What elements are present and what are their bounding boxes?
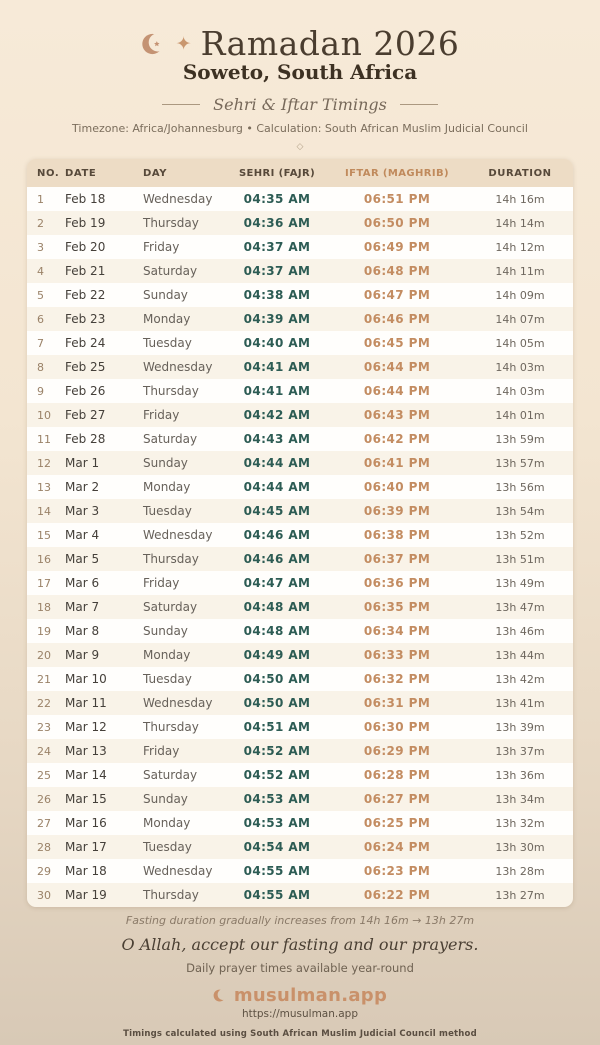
row-sehri-time: 04:50 AM <box>243 672 311 686</box>
row-iftar-time: 06:34 PM <box>363 624 431 638</box>
row-duration: 13h 44m <box>495 648 545 662</box>
table-row <box>27 859 573 883</box>
table-row <box>27 475 573 499</box>
row-number: 7 <box>37 336 44 350</box>
availability-text: Daily prayer times available year-round <box>186 961 414 975</box>
row-duration: 14h 03m <box>495 360 545 374</box>
row-number: 29 <box>37 864 51 878</box>
brand-crescent-icon <box>213 988 228 1003</box>
row-duration: 14h 01m <box>495 408 545 422</box>
table-row <box>27 571 573 595</box>
row-date: Feb 27 <box>65 408 106 422</box>
row-day: Tuesday <box>143 504 192 518</box>
table-row <box>27 451 573 475</box>
table-header-row <box>27 159 573 187</box>
row-date: Feb 20 <box>65 240 106 254</box>
row-iftar-time: 06:33 PM <box>363 648 431 662</box>
row-number: 23 <box>37 720 51 734</box>
row-day: Thursday <box>143 720 199 734</box>
timezone-calculation-meta: Timezone: Africa/Johannesburg • Calculation: South African Muslim Judicial Council <box>72 122 528 135</box>
location-title: Soweto, South Africa <box>182 60 418 84</box>
row-iftar-time: 06:24 PM <box>363 840 431 854</box>
row-day: Monday <box>143 648 191 662</box>
timings-table <box>27 159 573 907</box>
row-iftar-time: 06:39 PM <box>363 504 431 518</box>
row-day: Friday <box>143 744 180 758</box>
row-number: 30 <box>37 888 51 902</box>
brand-link[interactable] <box>0 985 600 1006</box>
page-footer <box>0 914 600 1039</box>
column-header-date: DATE <box>65 167 97 179</box>
column-header-day: DAY <box>143 167 168 179</box>
row-number: 17 <box>37 576 51 590</box>
row-sehri-time: 04:48 AM <box>243 600 311 614</box>
row-date: Feb 21 <box>65 264 106 278</box>
row-iftar-time: 06:50 PM <box>363 216 431 230</box>
row-date: Mar 18 <box>65 864 107 878</box>
row-date: Mar 14 <box>65 768 107 782</box>
row-number: 21 <box>37 672 51 686</box>
row-day: Thursday <box>143 888 199 902</box>
row-iftar-time: 06:23 PM <box>363 864 431 878</box>
row-date: Mar 17 <box>65 840 107 854</box>
row-day: Wednesday <box>143 360 213 374</box>
table-row <box>27 691 573 715</box>
row-day: Monday <box>143 312 191 326</box>
duration-trend-note: Fasting duration gradually increases from 14h 16m → 13h 27m <box>125 914 475 927</box>
row-number: 2 <box>37 216 44 230</box>
row-duration: 13h 46m <box>495 624 545 638</box>
row-day: Saturday <box>143 264 198 278</box>
row-day: Wednesday <box>143 864 213 878</box>
row-date: Mar 19 <box>65 888 107 902</box>
sparkle-icon: ✦ <box>175 32 192 55</box>
row-sehri-time: 04:45 AM <box>243 504 311 518</box>
row-day: Sunday <box>143 792 188 806</box>
table-row <box>27 307 573 331</box>
row-number: 11 <box>37 432 51 446</box>
row-duration: 13h 42m <box>495 672 545 686</box>
title-row <box>0 24 600 63</box>
table-row <box>27 427 573 451</box>
table-row <box>27 739 573 763</box>
row-duration: 14h 12m <box>495 240 545 254</box>
row-number: 26 <box>37 792 51 806</box>
row-day: Thursday <box>143 216 199 230</box>
table-row <box>27 403 573 427</box>
row-date: Feb 25 <box>65 360 106 374</box>
table-row <box>27 619 573 643</box>
row-duration: 14h 03m <box>495 384 545 398</box>
row-date: Feb 23 <box>65 312 106 326</box>
row-sehri-time: 04:37 AM <box>243 264 311 278</box>
row-sehri-time: 04:48 AM <box>243 624 311 638</box>
row-date: Mar 4 <box>65 528 100 542</box>
column-header-sehri: SEHRI (FAJR) <box>238 167 316 179</box>
row-day: Tuesday <box>143 336 192 350</box>
table-row <box>27 283 573 307</box>
table-row <box>27 331 573 355</box>
table-row <box>27 211 573 235</box>
row-day: Thursday <box>143 384 199 398</box>
row-iftar-time: 06:36 PM <box>363 576 431 590</box>
column-header-iftar: IFTAR (MAGHRIB) <box>345 167 449 179</box>
table-row <box>27 643 573 667</box>
row-sehri-time: 04:43 AM <box>243 432 311 446</box>
row-date: Mar 1 <box>65 456 100 470</box>
row-iftar-time: 06:37 PM <box>363 552 431 566</box>
row-sehri-time: 04:50 AM <box>243 696 311 710</box>
row-iftar-time: 06:45 PM <box>363 336 431 350</box>
row-number: 28 <box>37 840 51 854</box>
table-row <box>27 787 573 811</box>
row-sehri-time: 04:46 AM <box>243 528 311 542</box>
row-sehri-time: 04:52 AM <box>243 768 311 782</box>
row-iftar-time: 06:44 PM <box>363 360 431 374</box>
row-day: Saturday <box>143 768 198 782</box>
table-row <box>27 715 573 739</box>
row-date: Mar 11 <box>65 696 107 710</box>
page-header <box>0 0 600 152</box>
row-duration: 14h 14m <box>495 216 545 230</box>
row-number: 9 <box>37 384 44 398</box>
row-number: 27 <box>37 816 51 830</box>
page-title: Ramadan 2026 <box>200 24 460 63</box>
table-row <box>27 187 573 211</box>
row-date: Feb 18 <box>65 192 106 206</box>
row-sehri-time: 04:44 AM <box>243 480 311 494</box>
row-day: Saturday <box>143 600 198 614</box>
row-sehri-time: 04:49 AM <box>243 648 311 662</box>
row-duration: 13h 56m <box>495 480 545 494</box>
row-day: Wednesday <box>143 528 213 542</box>
row-date: Mar 8 <box>65 624 100 638</box>
row-day: Tuesday <box>143 840 192 854</box>
row-date: Feb 28 <box>65 432 106 446</box>
row-sehri-time: 04:35 AM <box>243 192 311 206</box>
row-duration: 13h 47m <box>495 600 545 614</box>
row-number: 3 <box>37 240 44 254</box>
row-number: 10 <box>37 408 51 422</box>
table-row <box>27 883 573 907</box>
row-date: Mar 15 <box>65 792 107 806</box>
table-row <box>27 667 573 691</box>
row-iftar-time: 06:32 PM <box>363 672 431 686</box>
row-date: Mar 16 <box>65 816 107 830</box>
row-date: Mar 5 <box>65 552 100 566</box>
row-duration: 13h 51m <box>495 552 545 566</box>
row-sehri-time: 04:42 AM <box>243 408 311 422</box>
row-sehri-time: 04:41 AM <box>243 384 311 398</box>
row-duration: 13h 54m <box>495 504 545 518</box>
row-iftar-time: 06:48 PM <box>363 264 431 278</box>
row-iftar-time: 06:30 PM <box>363 720 431 734</box>
calculation-method-note: Timings calculated using South African Muslim Judicial Council method <box>123 1029 477 1039</box>
table-row <box>27 523 573 547</box>
row-number: 6 <box>37 312 44 326</box>
row-number: 20 <box>37 648 51 662</box>
row-number: 14 <box>37 504 51 518</box>
row-iftar-time: 06:25 PM <box>363 816 431 830</box>
row-duration: 13h 59m <box>495 432 545 446</box>
row-sehri-time: 04:41 AM <box>243 360 311 374</box>
row-date: Feb 24 <box>65 336 106 350</box>
row-duration: 13h 32m <box>495 816 545 830</box>
row-number: 13 <box>37 480 51 494</box>
row-sehri-time: 04:37 AM <box>243 240 311 254</box>
row-number: 22 <box>37 696 51 710</box>
row-number: 25 <box>37 768 51 782</box>
row-iftar-time: 06:44 PM <box>363 384 431 398</box>
row-iftar-time: 06:29 PM <box>363 744 431 758</box>
row-sehri-time: 04:44 AM <box>243 456 311 470</box>
table-row <box>27 259 573 283</box>
row-number: 16 <box>37 552 51 566</box>
subtitle: Sehri & Iftar Timings <box>213 95 387 114</box>
row-duration: 13h 57m <box>495 456 545 470</box>
row-duration: 13h 30m <box>495 840 545 854</box>
row-date: Feb 19 <box>65 216 106 230</box>
row-iftar-time: 06:28 PM <box>363 768 431 782</box>
row-date: Mar 6 <box>65 576 100 590</box>
row-iftar-time: 06:43 PM <box>363 408 431 422</box>
divider-line <box>162 104 200 105</box>
row-date: Mar 12 <box>65 720 107 734</box>
table-row <box>27 547 573 571</box>
row-duration: 13h 41m <box>495 696 545 710</box>
row-iftar-time: 06:22 PM <box>363 888 431 902</box>
row-day: Tuesday <box>143 672 192 686</box>
row-date: Mar 7 <box>65 600 100 614</box>
row-sehri-time: 04:46 AM <box>243 552 311 566</box>
row-sehri-time: 04:55 AM <box>243 888 311 902</box>
row-day: Wednesday <box>143 696 213 710</box>
row-number: 19 <box>37 624 51 638</box>
row-sehri-time: 04:36 AM <box>243 216 311 230</box>
row-sehri-time: 04:47 AM <box>243 576 311 590</box>
row-iftar-time: 06:47 PM <box>363 288 431 302</box>
table-row <box>27 235 573 259</box>
row-duration: 13h 36m <box>495 768 545 782</box>
column-header-no: NO. <box>37 167 60 179</box>
row-day: Monday <box>143 480 191 494</box>
row-sehri-time: 04:54 AM <box>243 840 311 854</box>
table-row <box>27 499 573 523</box>
row-duration: 14h 07m <box>495 312 545 326</box>
table-row <box>27 811 573 835</box>
row-number: 24 <box>37 744 51 758</box>
row-iftar-time: 06:35 PM <box>363 600 431 614</box>
row-day: Monday <box>143 816 191 830</box>
row-number: 5 <box>37 288 44 302</box>
row-iftar-time: 06:31 PM <box>363 696 431 710</box>
row-iftar-time: 06:27 PM <box>363 792 431 806</box>
diamond-separator-icon: ◇ <box>296 142 304 152</box>
dua-text: O Allah, accept our fasting and our prayers. <box>121 935 479 954</box>
row-duration: 14h 05m <box>495 336 545 350</box>
row-sehri-time: 04:53 AM <box>243 816 311 830</box>
table-row <box>27 835 573 859</box>
row-sehri-time: 04:55 AM <box>243 864 311 878</box>
row-day: Saturday <box>143 432 198 446</box>
row-day: Thursday <box>143 552 199 566</box>
row-iftar-time: 06:42 PM <box>363 432 431 446</box>
row-duration: 13h 39m <box>495 720 545 734</box>
row-duration: 13h 37m <box>495 744 545 758</box>
row-iftar-time: 06:51 PM <box>363 192 431 206</box>
row-sehri-time: 04:39 AM <box>243 312 311 326</box>
row-sehri-time: 04:53 AM <box>243 792 311 806</box>
table-row <box>27 595 573 619</box>
row-iftar-time: 06:40 PM <box>363 480 431 494</box>
row-duration: 13h 28m <box>495 864 545 878</box>
table-body <box>27 187 573 907</box>
table-row <box>27 379 573 403</box>
row-number: 4 <box>37 264 44 278</box>
row-duration: 13h 27m <box>495 888 545 902</box>
row-sehri-time: 04:51 AM <box>243 720 311 734</box>
row-date: Mar 9 <box>65 648 100 662</box>
table-row <box>27 355 573 379</box>
row-day: Wednesday <box>143 192 213 206</box>
row-sehri-time: 04:52 AM <box>243 744 311 758</box>
row-day: Friday <box>143 408 180 422</box>
row-number: 15 <box>37 528 51 542</box>
row-day: Sunday <box>143 624 188 638</box>
row-date: Feb 22 <box>65 288 106 302</box>
row-duration: 14h 09m <box>495 288 545 302</box>
row-day: Friday <box>143 240 180 254</box>
row-iftar-time: 06:46 PM <box>363 312 431 326</box>
row-date: Feb 26 <box>65 384 106 398</box>
divider-line <box>400 104 438 105</box>
row-duration: 14h 16m <box>495 192 545 206</box>
subtitle-row <box>0 95 600 114</box>
row-date: Mar 3 <box>65 504 100 518</box>
row-duration: 13h 49m <box>495 576 545 590</box>
brand-url[interactable]: https://musulman.app <box>242 1008 358 1020</box>
row-number: 8 <box>37 360 44 374</box>
row-iftar-time: 06:49 PM <box>363 240 431 254</box>
row-duration: 14h 11m <box>495 264 545 278</box>
row-number: 18 <box>37 600 51 614</box>
crescent-moon-star-icon <box>141 31 167 57</box>
row-number: 12 <box>37 456 51 470</box>
brand-name: musulman.app <box>233 985 388 1006</box>
row-date: Mar 10 <box>65 672 107 686</box>
row-day: Friday <box>143 576 180 590</box>
row-iftar-time: 06:38 PM <box>363 528 431 542</box>
row-number: 1 <box>37 192 44 206</box>
row-duration: 13h 52m <box>495 528 545 542</box>
row-sehri-time: 04:40 AM <box>243 336 311 350</box>
column-header-duration: DURATION <box>488 167 552 179</box>
row-iftar-time: 06:41 PM <box>363 456 431 470</box>
row-day: Sunday <box>143 288 188 302</box>
row-day: Sunday <box>143 456 188 470</box>
row-date: Mar 13 <box>65 744 107 758</box>
row-duration: 13h 34m <box>495 792 545 806</box>
table-row <box>27 763 573 787</box>
row-sehri-time: 04:38 AM <box>243 288 311 302</box>
row-date: Mar 2 <box>65 480 100 494</box>
